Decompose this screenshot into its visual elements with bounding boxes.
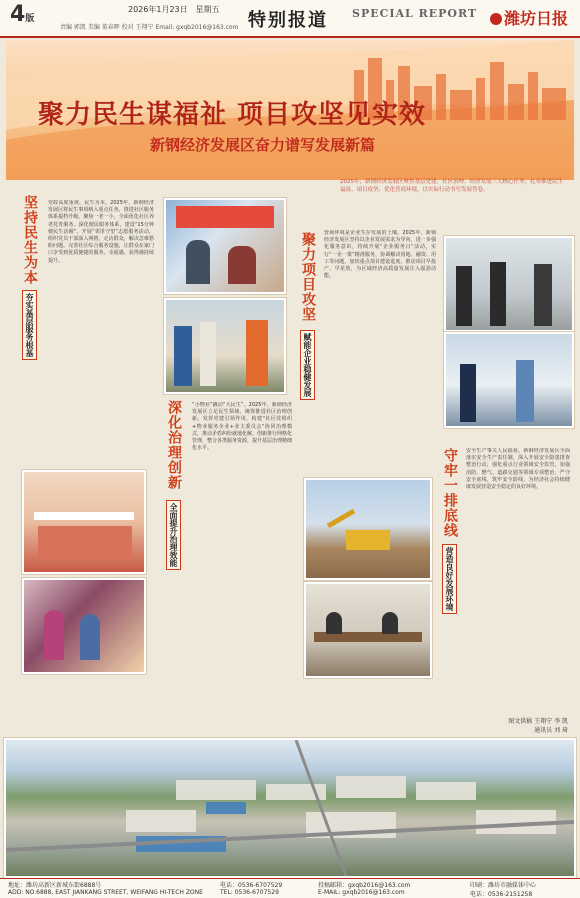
section-4-subhead: 营造良好发展环境 bbox=[442, 544, 457, 614]
staff-line: 责编 郭凯 美编 董春晖 校对 王翔宁 Email: gxqb2016@163.com bbox=[60, 24, 239, 31]
footer-email: 投稿邮箱：gxqb2016@163.com bbox=[318, 882, 411, 889]
photo-elderly-canteen bbox=[22, 470, 146, 574]
sub-headline: 新钢经济发展区奋力谱写发展新篇 bbox=[150, 136, 376, 154]
photo-police-inspection bbox=[444, 332, 574, 428]
page-footer bbox=[0, 878, 580, 898]
section-2-subhead: 全面提升治理效能 bbox=[166, 500, 181, 570]
footer-phone-en: TEL: 0536-6707529 bbox=[220, 889, 279, 896]
footer-phone: 电话：0536-6707529 bbox=[220, 882, 283, 889]
footer-email-en: E-MAIL: gxqb2016@163.com bbox=[318, 889, 405, 896]
footer-address-en: ADD: NO.6888, EAST JIANKANG STREET, WEIFANG HI-TECH ZONE bbox=[8, 889, 203, 896]
photo-meeting bbox=[304, 582, 432, 678]
intro-paragraph: 2025年，新钢经济发展区聚焦基层党建、社区治理、经济发展三大核心任务，扎奉推进民生福祉、项目攻坚、优化营商环境，以实际行动书写发展答卷。 bbox=[340, 179, 563, 193]
section-3-body: 营商环境是企业生存发展的土壤。2025年，新钢经济发展区坚持以企业发展需求为导向，进一步强化服务意识，持续开展“企业服务日”活动，实行“一企一策”精准服务，协调解决用地、融资、用工等问题。加快重点项目建设进度，推动项目早投产、早见效，为区域经济高质量发展注入强劲动能。 bbox=[324, 230, 436, 280]
section-4-body: 安全生产事关人民福祉。新钢经济发展区全面落实安全生产责任制，深入开展安全隐患排查整治行动，强化重点行业领域安全监管，加强消防、燃气、道路交通等领域专项整治，严守安全底线，筑牢安全防线，为经济社会持续健康发展营造安全稳定的良好环境。 bbox=[466, 448, 570, 491]
photo-excavator-site bbox=[304, 478, 432, 580]
newspaper-logo: 潍坊日报 bbox=[490, 6, 568, 29]
section-3-subhead: 赋能企业稳健发展 bbox=[300, 330, 315, 400]
section-title: 特别报道 bbox=[248, 10, 328, 31]
page-number: 4版 bbox=[10, 2, 35, 27]
section-2-body: “小物业”撬动“大民生”。2025年，新钢经济发展区立足民生领域，统筹推进社区治理创新。发挥党建引领作用，构建“社区党组织+物业服务企业+业主委员会”协同治理模式，推动矛盾纠纷就地化解。创新推行网格化管理，整合各类服务资源，提升基层治理精细化水平。 bbox=[192, 402, 292, 452]
page-header bbox=[0, 0, 580, 38]
photo-community-visit bbox=[164, 298, 286, 394]
footer-printer-phone: 电话：0536-2151258 bbox=[470, 891, 533, 898]
section-3-headline: 聚力项目攻坚 bbox=[300, 232, 316, 322]
section-4-headline: 守牢一排底线 bbox=[442, 448, 458, 538]
main-headline: 聚力民生谋福祉 项目攻坚见实效 bbox=[38, 100, 427, 130]
photo-project-inspection bbox=[444, 236, 574, 332]
section-1-headline: 坚持民生为本 bbox=[22, 195, 38, 285]
photo-community-activity bbox=[22, 578, 146, 674]
section-title-en: SPECIAL REPORT bbox=[352, 7, 478, 20]
section-1-body: 党政高度重视，民生为本。2025年，新钢经济发展区将民生事项纳入重点任务，推进社区服务体系提档升级。聚焦一老一小，全面优化社区养老托育服务，深化便民服务体系，建设“15分钟便民生活圈”。开展“邻里守望”志愿服务活动，组织党员干部深入网格，走访群众，解决急难愁盼问题。完善社区综合服务设施，让群众在家门口享受到优质便捷的服务，幸福感、获得感持续提升。 bbox=[48, 200, 154, 264]
footer-address: 地址：潍坊高新区新城东街6888号 bbox=[8, 882, 102, 889]
photo-credits: 图文供稿 王翔宁 李 凯 通讯员 刘 琦 bbox=[508, 718, 568, 734]
aerial-illustration bbox=[6, 740, 574, 876]
section-1-subhead: 夯实基层服务根基 bbox=[22, 290, 37, 360]
footer-printer: 印刷：潍坊市融媒体中心 bbox=[470, 882, 537, 889]
flame-logo-icon bbox=[490, 13, 502, 25]
photo-safety-station bbox=[164, 198, 286, 294]
section-2-headline: 深化治理创新 bbox=[166, 400, 182, 490]
photo-aerial-zone bbox=[4, 738, 576, 878]
issue-date: 2026年1月23日 星期五 bbox=[128, 5, 220, 14]
